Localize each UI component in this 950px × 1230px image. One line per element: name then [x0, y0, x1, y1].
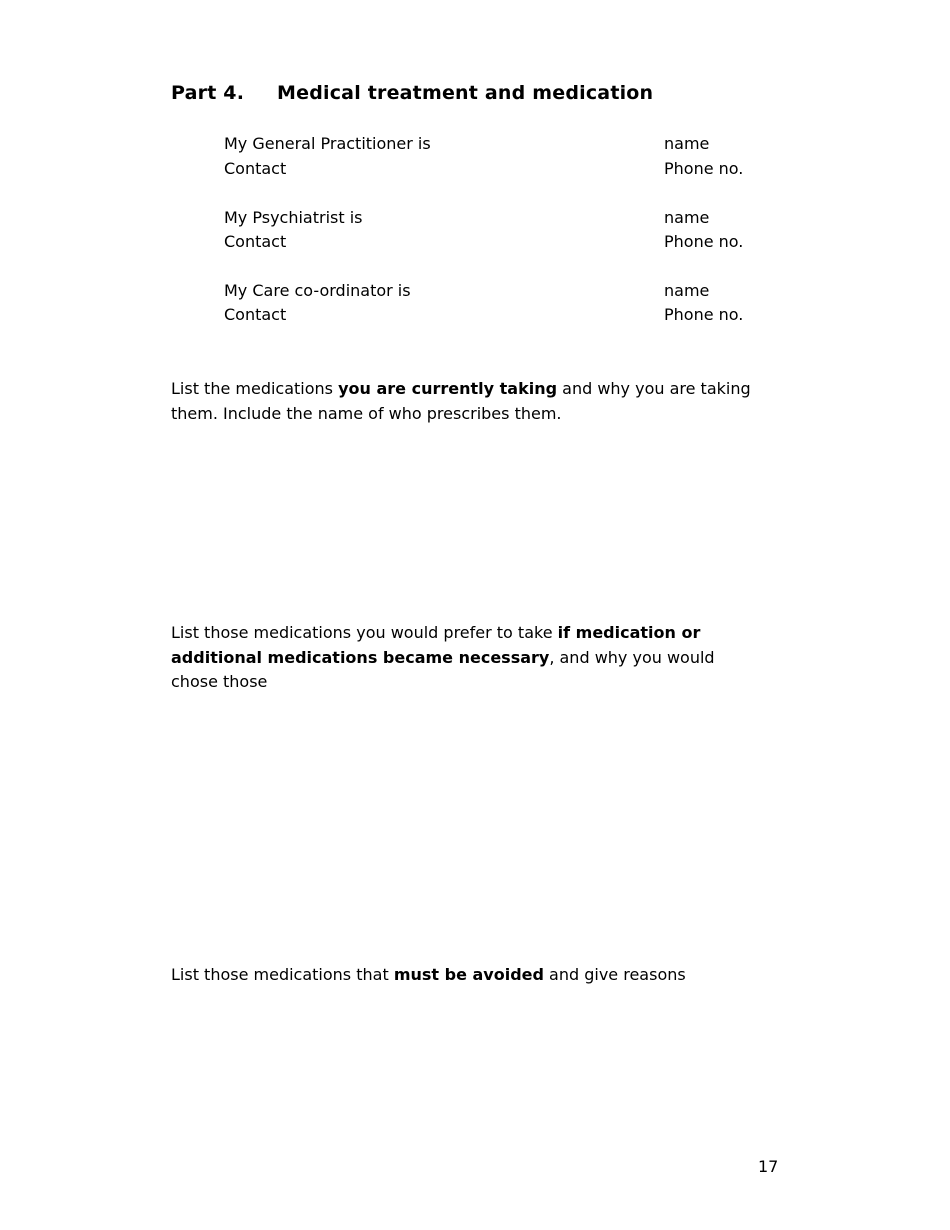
- gp-role-label: My General Practitioner is: [224, 134, 431, 153]
- avoid-medications-prompt: [171, 963, 761, 988]
- care-coordinator-role-label: My Care co-ordinator is: [224, 281, 411, 300]
- current-prompt-emphasis: you are currently taking: [338, 379, 558, 398]
- part-number: Part 4.: [171, 82, 245, 104]
- psychiatrist-name-label: name: [664, 208, 710, 227]
- care-coordinator-name-row: [224, 279, 784, 303]
- care-coordinator-phone-label: Phone no.: [664, 305, 744, 324]
- psychiatrist-phone-label: Phone no.: [664, 232, 744, 251]
- current-prompt-pre: List the medications: [171, 379, 339, 398]
- gp-contact-label: Contact: [224, 159, 287, 178]
- psychiatrist-name-row: [224, 206, 784, 230]
- section-heading: [171, 82, 653, 104]
- avoid-prompt-emphasis: must be avoided: [393, 965, 544, 984]
- care-coordinator-name-label: name: [664, 281, 710, 300]
- preferred-prompt-post: , and why you would chose those: [171, 647, 715, 691]
- current-prompt-post: and why you are taking them. Include the name of who prescribes them.: [171, 379, 751, 423]
- preferred-medications-prompt: [171, 621, 761, 695]
- current-medications-prompt: [171, 377, 761, 426]
- gp-phone-label: Phone no.: [664, 159, 744, 178]
- section-title: Medical treatment and medication: [277, 82, 654, 104]
- psychiatrist-role-label: My Psychiatrist is: [224, 208, 363, 227]
- psychiatrist-contact-label: Contact: [224, 232, 287, 251]
- avoid-prompt-post: and give reasons: [543, 965, 686, 984]
- care-coordinator-contact-row: [224, 303, 784, 327]
- psychiatrist-contact-row: [224, 230, 784, 254]
- avoid-prompt-pre: List those medications that: [171, 965, 394, 984]
- gp-name-label: name: [664, 134, 710, 153]
- preferred-prompt-pre: List those medications you would prefer to take: [171, 623, 558, 642]
- preferred-prompt-emphasis: if medication or additional medications became necessary: [171, 623, 701, 667]
- care-coordinator-contact-label: Contact: [224, 305, 287, 324]
- page-number: 17: [758, 1157, 779, 1176]
- gp-name-row: [224, 132, 784, 156]
- gp-contact-row: [224, 157, 784, 181]
